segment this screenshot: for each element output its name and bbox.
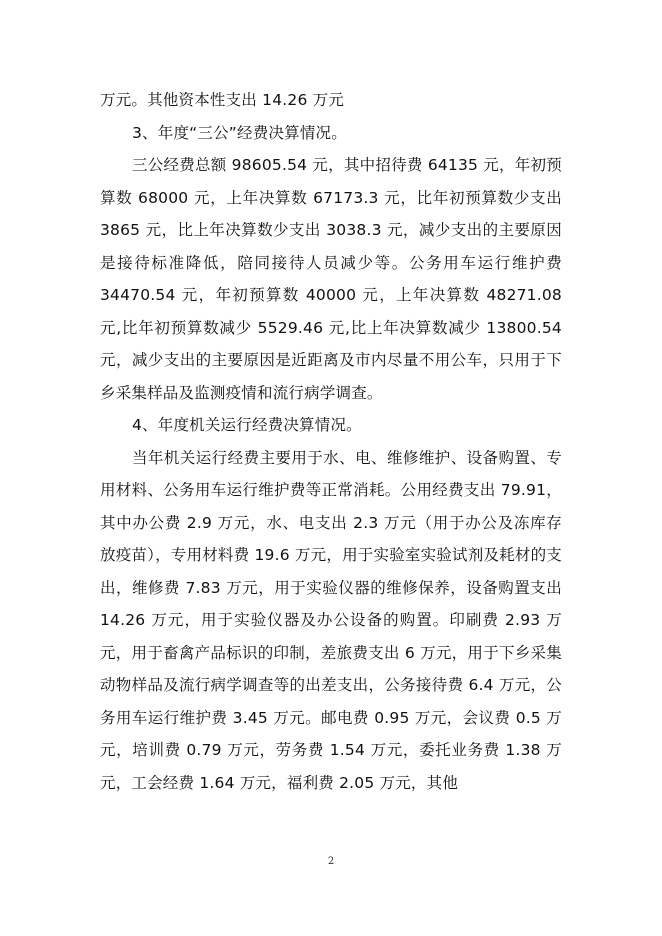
section-heading-three-public: 3、年度“三公”经费决算情况。 [132, 123, 347, 142]
body-text [100, 84, 562, 799]
paragraph-continuation: 万元。其他资本性支出 14.26 万元 [100, 91, 345, 109]
paragraph-operating-expenses-details: 当年机关运行经费主要用于水、电、维修维护、设备购置、专用材料、公务用车运行维护费等正常消耗。公用经费支出 79.91，其中办公费 2.9 万元，水、电支出 2.3 万元（用于办公及冻库存放疫苗），专用材料费 19.6 万元，用于实验室实验试剂及耗材的支出，维修费 7.83 万元，用于实验仪器的维修保养，设备购置支出 14.26 万元，用于实验仪器及办公设备的购置。印刷费 2.93 万元，用于畜禽产品标识的印制，差旅费支出 6 万元，用于下乡采集动物样品及流行病学调查等的出差支出，公务接待费 6.4 万元，公务用车运行维护费 3.45 万元。邮电费 0.95 万元，会议费 0.5 万元，培训费 0.79 万元，劳务费 1.54 万元，委托业务费 1.38 万元，工会经费 1.64 万元，福利费 2.05 万元，其他 [100, 448, 562, 792]
section-heading-operating-expenses: 4、年度机关运行经费决算情况。 [132, 416, 362, 434]
page-number: 2 [327, 856, 335, 867]
paragraph-three-public-details: 三公经费总额 98605.54 元，其中招待费 64135 元，年初预算数 68000 元，上年决算数 67173.3 元，比年初预算数少支出 3865 元，比上年决算数少支出 3038.3 元，减少支出的主要原因是接待标准降低，陪同接待人员减少等。公务用车运行维护费 34470.54 元，年初预算数 40000 元，上年决算数 48271.08 元,比年初预算数减少 5529.46 元,比上年决算数减少 13800.54 元，减少支出的主要原因是近距离及市内尽量不用公车，只用于下乡采集样品及监测疫情和流行病学调查。 [100, 156, 562, 402]
